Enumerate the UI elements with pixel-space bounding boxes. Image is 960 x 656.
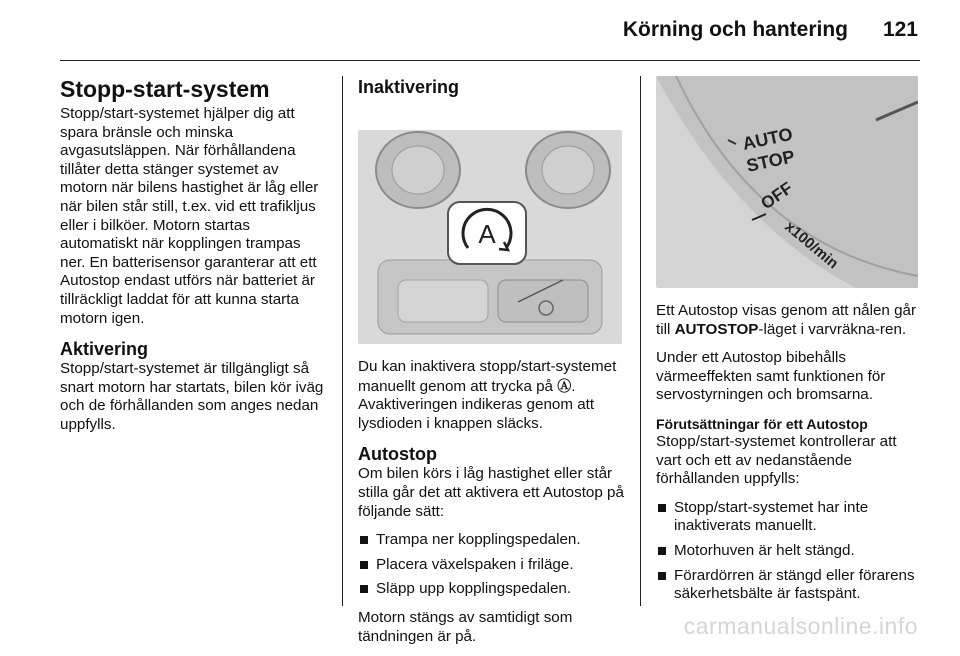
subsection-heading: Inaktivering (358, 77, 460, 97)
list-item-text: Släpp upp kopplingspedalen. (376, 580, 572, 598)
list-item (358, 556, 626, 575)
conditions-list (656, 499, 926, 604)
conditions-heading: Förutsättningar för ett Autostop (656, 415, 868, 432)
autostop-emphasis: AUTOSTOP (674, 320, 759, 338)
deactivation-paragraph (358, 358, 626, 433)
autostop-steps (358, 531, 626, 599)
list-item (656, 542, 926, 561)
list-item (656, 567, 926, 604)
page-header-title: Körning och hantering (622, 18, 848, 41)
button-a-symbol: A (478, 219, 496, 249)
gauge-stop-label: STOP (744, 146, 797, 176)
list-item-text: Motorhuven är helt stängd. (674, 541, 855, 559)
list-item (656, 499, 926, 536)
gauge-off-label: OFF (757, 178, 797, 214)
header-rule (60, 60, 920, 61)
autostop-intro: Om bilen körs i låg hastighet eller står stilla går det att aktivera ett Autostop på följande sätt: (358, 465, 624, 520)
heating-paragraph: Under ett Autostop bibehålls värmeeffekten samt funktionen för servostyrningen och bromsarna. (656, 349, 886, 404)
column-divider-2 (640, 76, 641, 606)
gauge-unit-label: x100/min (781, 218, 842, 273)
watermark: carmanualsonline.info (683, 613, 918, 639)
column-2 (358, 76, 626, 656)
list-item-text: Trampa ner kopplingspedalen. (376, 531, 581, 549)
conditions-intro: Stopp/start-systemet kontrollerar att vart och ett av nedanstående förhållanden uppfylls: (656, 432, 897, 488)
list-item-text: Stopp/start-systemet har inte inaktiverats manuellt. (674, 498, 869, 535)
paragraph-text: Ett Autostop visas genom att nålen går till (656, 302, 917, 338)
gauge-auto-label: AUTO (740, 123, 795, 154)
bullet-icon (658, 504, 666, 512)
list-item-text: Placera växelspaken i friläge. (376, 555, 574, 573)
console-button-figure (358, 130, 622, 344)
column-3 (656, 76, 926, 614)
autostop-display-paragraph (656, 302, 926, 339)
column-divider-1 (342, 76, 343, 606)
page-number: 121 (882, 18, 918, 41)
section-heading: Stopp-start-system (60, 76, 270, 102)
bullet-icon (360, 561, 368, 569)
deactivation-text-2: . Avaktiveringen indikeras genom att lysdioden i knappen släcks. (358, 377, 595, 432)
subsection-heading: Autostop (358, 444, 437, 465)
tachometer-figure (656, 76, 918, 288)
list-item-text: Förardörren är stängd eller förarens säkerhetsbälte är fastspänt. (674, 566, 915, 603)
bullet-icon (360, 585, 368, 593)
list-item (358, 531, 626, 550)
outro-paragraph: Motorn stängs av samtidigt som tändningen är på. (358, 608, 573, 645)
column-1 (60, 76, 330, 445)
bullet-icon (360, 536, 368, 544)
deactivation-text-1: Du kan inaktivera stopp/start-systemet manuellt genom att trycka på (358, 358, 617, 395)
activation-paragraph: Stopp/start-systemet är tillgängligt så snart motorn har startats, bilen kör iväg och de förhållanden som anges nedan uppfylls. (60, 360, 324, 433)
intro-paragraph: Stopp/start-systemet hjälper dig att spara bränsle och minska avgasutsläppen. När förhållandena tillåter detta stänger systemet av motorn när bilens hastighet är låg eller när bilen står still, t.ex. vid ett trafikljus eller i bilköer. Motorn startas automatiskt när kopplingen trampas ner. En batterisensor garanterar att ett Autostop endast utförs när batteriet är tillräckligt laddat för att kunna starta motorn igen. (60, 105, 319, 327)
autostop-button-icon: Ⓐ (557, 377, 572, 394)
subsection-heading: Aktivering (60, 339, 149, 360)
bullet-icon (658, 547, 666, 555)
paragraph-text: -läget i varvräkna-ren. (758, 320, 907, 338)
bullet-icon (658, 572, 666, 580)
list-item (358, 580, 626, 599)
